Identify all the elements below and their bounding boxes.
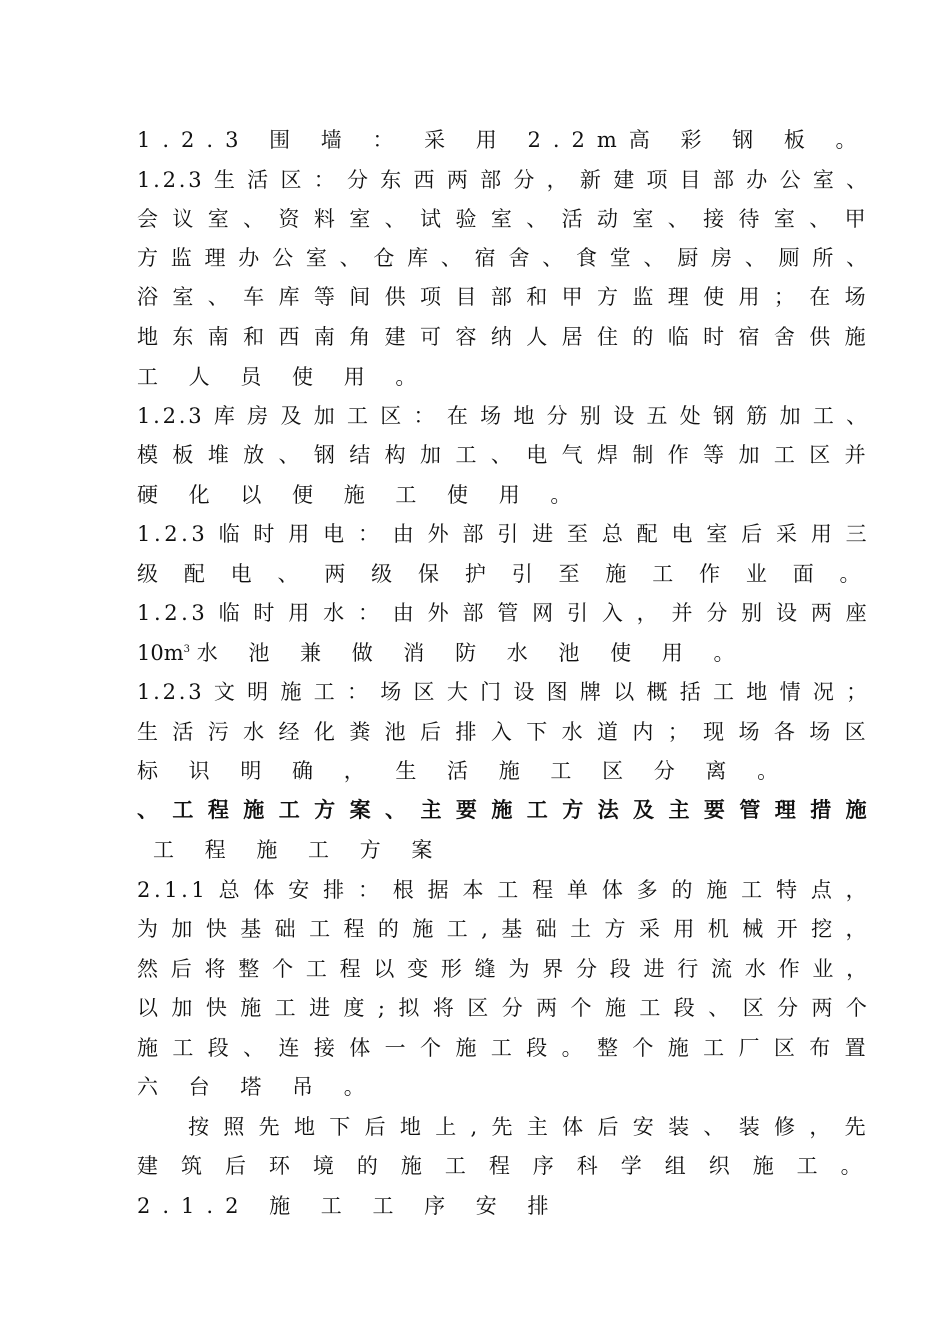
text-line: 2.1.2 施 工 工 序 安 排 [137,1194,561,1218]
text-line: 1.2.3 临 时 用 电 ： 由 外 部 引 进 至 总 配 电 室 后 采 用 三 [137,522,871,546]
text-line: 1.2.3 文 明 施 工 ： 场 区 大 门 设 图 牌 以 概 括 工 地 情 况 ； [137,680,870,704]
text-line: 硬 化 以 便 施 工 使 用 。 [137,483,584,507]
text-line: 六 台 塔 吊 。 [137,1075,377,1099]
text-line: 以 加 快 施 工 进 度 ; 拟 将 区 分 两 个 施 工 段 、 区 分 两 个 [137,996,871,1020]
text-line: 级 配 电 、 两 级 保 护 引 至 施 工 作 业 面 。 [137,562,871,586]
text-line: 1.2.3 临 时 用 水 ： 由 外 部 管 网 引 入 ， 并 分 别 设 两 座 [137,601,871,625]
subsection-heading: 工 程 施 工 方 案 [153,838,445,862]
text-line: 标 识 明 确 ， 生 活 施 工 区 分 离 。 [137,759,791,783]
text-line: 生 活 污 水 经 化 粪 池 后 排 入 下 水 道 内 ； 现 场 各 场 区 [137,720,870,744]
text-line-with-volume [137,640,746,666]
text-line: 然 后 将 整 个 工 程 以 变 形 缝 为 界 分 段 进 行 流 水 作 业 ， [137,957,871,981]
text-line: 浴 室 、 车 库 等 间 供 项 目 部 和 甲 方 监 理 使 用 ； 在 场 [137,285,870,309]
text-line: 按 照 先 地 下 后 地 上 , 先 主 体 后 安 装 、 装 修 ， 先 [188,1115,870,1139]
text-line: 1.2.3 生 活 区 ： 分 东 西 两 部 分 ， 新 建 项 目 部 办 公 室 、 [137,168,870,192]
volume-line-text: 水 池 兼 做 消 防 水 池 使 用 。 [196,641,747,665]
volume-superscript: 3 [183,644,191,655]
text-line: 为 加 快 基 础 工 程 的 施 工 , 基 础 土 方 采 用 机 械 开 挖 ， [137,917,870,941]
text-line: 地 东 南 和 西 南 角 建 可 容 纳 人 居 住 的 临 时 宿 舍 供 施 [137,325,870,349]
text-line: 1.2.3 围 墙 ： 采 用 2.2m高 彩 钢 板 。 [137,128,869,152]
text-line: 工 人 员 使 用 。 [137,365,429,389]
text-line: 施 工 段 、 连 接 体 一 个 施 工 段 。 整 个 施 工 厂 区 布 置 [137,1036,870,1060]
text-line: 建 筑 后 环 境 的 施 工 程 序 科 学 组 织 施 工 。 [137,1154,870,1178]
volume-prefix: 10m [137,641,184,665]
text-line: 会 议 室 、 资 料 室 、 试 验 室 、 活 动 室 、 接 待 室 、 甲 [137,207,870,231]
text-line: 1.2.3 库 房 及 加 工 区 ： 在 场 地 分 别 设 五 处 钢 筋 加 工 、 [137,404,870,428]
text-line: 模 板 堆 放 、 钢 结 构 加 工 、 电 气 焊 制 作 等 加 工 区 并 [137,443,870,467]
section-heading: 、 工 程 施 工 方 案 、 主 要 施 工 方 法 及 主 要 管 理 措 施 [137,798,871,822]
text-line: 2.1.1 总 体 安 排 ： 根 据 本 工 程 单 体 多 的 施 工 特 点 ， [137,878,871,902]
text-line: 方 监 理 办 公 室 、 仓 库 、 宿 舍 、 食 堂 、 厨 房 、 厕 所 、 [137,246,871,270]
